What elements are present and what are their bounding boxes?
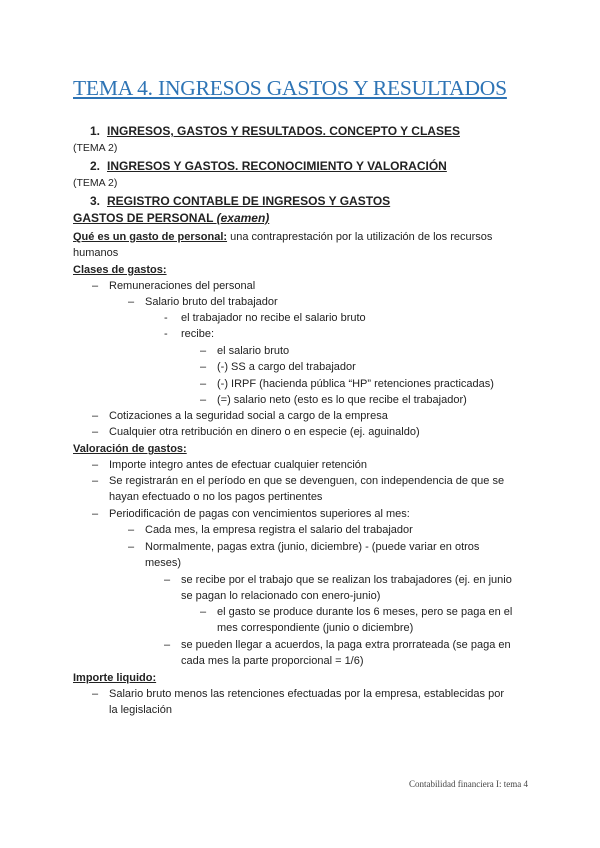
bullet-dash: – — [92, 459, 99, 471]
section-number: 3. — [90, 194, 101, 208]
gastos-personal-heading — [73, 211, 269, 225]
bullet-dash: – — [164, 574, 171, 586]
bullet-dash: – — [92, 688, 99, 700]
list-item: Remuneraciones del personal — [109, 280, 256, 292]
definition-line — [73, 230, 492, 245]
list-item: el gasto se produce durante los 6 meses, pero se paga en el — [217, 606, 513, 618]
section-note-2: (TEMA 2) — [73, 177, 118, 189]
section-number: 2. — [90, 159, 101, 173]
section-heading-1 — [90, 123, 460, 139]
section-title: INGRESOS, GASTOS Y RESULTADOS. CONCEPTO Y CLASES — [107, 124, 460, 138]
list-item-continued: la legislación — [109, 704, 172, 716]
section-title: INGRESOS Y GASTOS. RECONOCIMIENTO Y VALORACIÓN — [107, 159, 447, 173]
gastos-personal-label: GASTOS DE PERSONAL — [73, 211, 217, 225]
section-heading-3 — [90, 193, 390, 209]
bullet-dash: – — [164, 639, 171, 651]
list-item: Cotizaciones a la seguridad social a cargo de la empresa — [109, 410, 388, 422]
list-item-continued: mes correspondiente (junio o diciembre) — [217, 622, 414, 634]
definition-text: una contraprestación por la utilización de los recursos — [227, 231, 493, 243]
bullet-dash: – — [200, 606, 207, 618]
list-item-continued: se pagan lo relacionado con enero-junio) — [181, 590, 381, 602]
definition-line-2: humanos — [73, 247, 119, 259]
list-item: se pueden llegar a acuerdos, la paga extra prorrateada (se paga en — [181, 639, 511, 651]
list-item: Periodificación de pagas con vencimientos superiores al mes: — [109, 508, 410, 520]
section-heading-2 — [90, 158, 447, 174]
bullet-dash: – — [200, 378, 207, 390]
list-item: (=) salario neto (esto es lo que recibe el trabajador) — [217, 394, 467, 406]
list-item: Cualquier otra retribución en dinero o en especie (ej. aguinaldo) — [109, 426, 420, 438]
list-item: (-) IRPF (hacienda pública “HP” retenciones practicadas) — [217, 378, 494, 390]
list-item: Cada mes, la empresa registra el salario del trabajador — [145, 524, 413, 536]
list-item: recibe: — [181, 328, 215, 340]
section-title: REGISTRO CONTABLE DE INGRESOS Y GASTOS — [107, 194, 391, 208]
bullet-dash: – — [92, 280, 99, 292]
bullet-dash: – — [200, 345, 207, 357]
list-item: (-) SS a cargo del trabajador — [217, 361, 356, 373]
bullet-dash: – — [200, 361, 207, 373]
section-note-1: (TEMA 2) — [73, 142, 118, 154]
bullet-dash: – — [92, 475, 99, 487]
list-item: Salario bruto menos las retenciones efectuadas por la empresa, establecidas por — [109, 688, 505, 700]
bullet-dash: - — [164, 312, 168, 324]
list-item: se recibe por el trabajo que se realizan los trabajadores (ej. en junio — [181, 574, 512, 586]
importe-heading: Importe liquido: — [73, 672, 157, 684]
list-item: Importe integro antes de efectuar cualquier retención — [109, 459, 368, 471]
list-item: Normalmente, pagas extra (junio, diciembre) - (puede variar en otros — [145, 541, 480, 553]
bullet-dash: – — [128, 541, 135, 553]
bullet-dash: – — [200, 394, 207, 406]
list-item: el trabajador no recibe el salario bruto — [181, 312, 366, 324]
bullet-dash: – — [128, 524, 135, 536]
list-item: el salario bruto — [217, 345, 290, 357]
valoracion-heading: Valoración de gastos: — [73, 443, 187, 455]
list-item-continued: meses) — [145, 557, 182, 569]
list-item: Se registrarán en el período en que se devenguen, con independencia de que se — [109, 475, 505, 487]
bullet-dash: – — [92, 426, 99, 438]
page-footer: Contabilidad financiera I: tema 4 — [409, 779, 528, 789]
list-item-continued: hayan efectuado o no los pagos pertinentes — [109, 491, 323, 503]
list-item: Salario bruto del trabajador — [145, 296, 278, 308]
exam-tag: (examen) — [216, 211, 270, 225]
bullet-dash: – — [92, 410, 99, 422]
bullet-dash: – — [128, 296, 135, 308]
definition-label: Qué es un gasto de personal: — [73, 231, 228, 243]
bullet-dash: - — [164, 328, 168, 340]
section-number: 1. — [90, 124, 101, 138]
page-title: TEMA 4. INGRESOS GASTOS Y RESULTADOS — [73, 76, 507, 100]
bullet-dash: – — [92, 508, 99, 520]
list-item-continued: cada mes la parte proporcional = 1/6) — [181, 655, 364, 667]
clases-heading: Clases de gastos: — [73, 264, 167, 276]
